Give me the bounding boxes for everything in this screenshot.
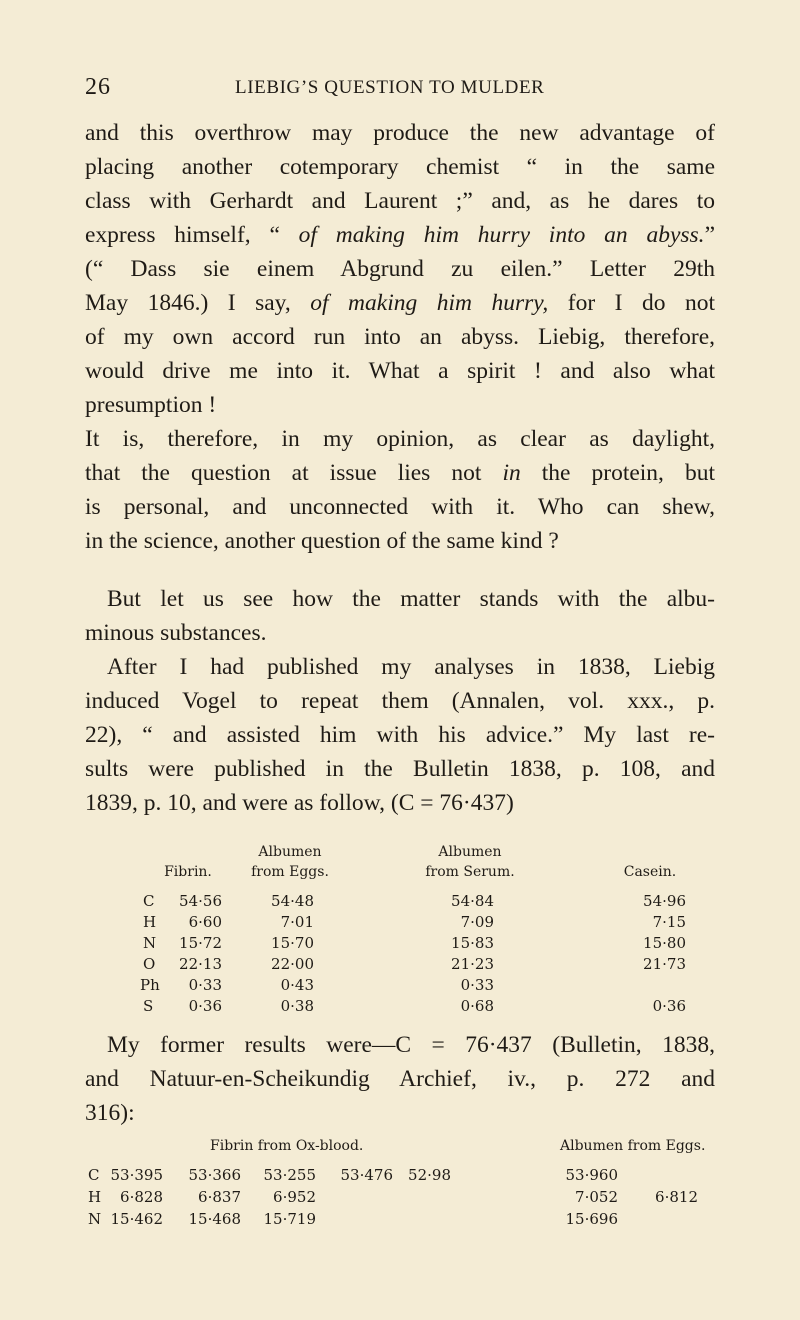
table-cell: 0·36 [188,997,222,1015]
col-header-fibrin: Fibrin. [164,864,212,880]
table-cell: 22·00 [271,955,314,973]
page-header [85,74,715,104]
text-line: placing another cotemporary chemist “ in the same [85,154,715,180]
text-line: class with Gerhardt and Laurent ;” and, as he dares to [85,188,715,214]
text-line: 316): [85,1100,135,1126]
col-header-albumen-eggs: Albumen from Eggs. [560,1138,706,1154]
text-span: the protein, but [520,460,715,486]
table-cell: 0·36 [652,997,686,1015]
table-cell: 54·56 [179,892,222,910]
col-header-fibrin-ox-blood: Fibrin from Ox-blood. [210,1138,364,1154]
text-line: It is, therefore, in my opinion, as clear as daylight, [85,426,715,452]
table-cell: 7·052 [575,1188,618,1206]
page-number: 26 [85,74,111,100]
text-span: that the question at issue lies not [85,460,503,486]
element-label: Ph [140,976,160,994]
text-line: (“ Dass sie einem Abgrund zu eilen.” Letter 29th [85,256,715,282]
table-cell: 53·255 [263,1166,316,1184]
table-cell: 6·812 [655,1188,698,1206]
table-cell: 15·80 [643,934,686,952]
table-cell: 15·462 [110,1210,163,1228]
element-label: C [143,892,155,910]
table-cell: 21·23 [451,955,494,973]
element-label: N [88,1210,102,1228]
table-cell: 53·476 [340,1166,393,1184]
text-span: express himself, “ [85,222,299,248]
col-header-albumen-eggs: Albumen [258,844,322,860]
table-cell: 15·83 [451,934,494,952]
table-cell: 54·48 [271,892,314,910]
italic-phrase: of making him hurry, [310,290,549,316]
italic-word: in [502,460,521,486]
table-cell: 54·96 [643,892,686,910]
table-cell: 15·72 [179,934,222,952]
table-cell: 7·09 [460,913,494,931]
running-title: LIEBIG’S QUESTION TO MULDER [235,77,545,98]
table-cell: 15·719 [263,1210,316,1228]
element-label: H [88,1188,102,1206]
table-cell: 22·13 [179,955,222,973]
table-cell: 6·837 [198,1188,241,1206]
text-line: of my own accord run into an abyss. Liebig, therefore, [85,324,715,350]
text-line: 1839, p. 10, and were as follow, (C = 76·437) [85,790,514,816]
table-cell: 54·84 [451,892,494,910]
italic-quote: of making him hurry into an abyss. [298,222,705,248]
table-cell: 53·366 [188,1166,241,1184]
text-span: May 1846.) I say, [85,290,311,316]
table-cell: 0·33 [460,976,494,994]
table-cell: 15·696 [565,1210,618,1228]
text-line: induced Vogel to repeat them (Annalen, vol. xxx., p. [85,688,715,714]
text-line: presumption ! [85,392,217,418]
text-line [85,286,715,320]
table-cell: 0·68 [460,997,494,1015]
element-label: H [143,913,157,931]
text-line: minous substances. [85,620,267,646]
element-label: C [88,1166,100,1184]
table-cell: 15·70 [271,934,314,952]
element-label: S [143,997,154,1015]
text-line: 22), “ and assisted him with his advice.” My last re- [85,722,715,748]
text-line: in the science, another question of the same kind ? [85,528,559,554]
table-cell: 0·33 [188,976,222,994]
table-cell: 7·15 [652,913,686,931]
table-cell: 6·60 [188,913,222,931]
table-cell: 6·828 [120,1188,163,1206]
text-span: for I do not [548,290,715,316]
text-line [85,456,715,490]
table-cell: 0·38 [280,997,314,1015]
col-header-albumen-serum-sub: from Serum. [425,864,515,880]
table-cell: 0·43 [280,976,314,994]
text-line: After I had published my analyses in 1838, Liebig [107,654,715,680]
col-header-albumen-serum: Albumen [438,844,502,860]
text-line: sults were published in the Bulletin 1838, p. 108, and [85,756,715,782]
table-cell: 15·468 [188,1210,241,1228]
element-label: N [143,934,157,952]
text-line [85,218,715,252]
table-cell: 21·73 [643,955,686,973]
text-line: and Natuur-en-Scheikundig Archief, iv., p. 272 and [85,1066,715,1092]
text-line: would drive me into it. What a spirit ! and also what [85,358,715,384]
element-label: O [143,955,156,973]
table-cell: 53·960 [565,1166,618,1184]
table-cell: 52·98 [408,1166,451,1184]
text-span: ” [704,222,715,248]
text-line: is personal, and unconnected with it. Who can shew, [85,494,715,520]
table-cell: 7·01 [280,913,314,931]
col-header-casein: Casein. [623,864,677,880]
text-line: My former results were—C = 76·437 (Bulletin, 1838, [107,1032,715,1058]
col-header-albumen-eggs-sub: from Eggs. [251,864,329,880]
table-cell: 6·952 [273,1188,316,1206]
table-cell: 53·395 [110,1166,163,1184]
text-line: and this overthrow may produce the new advantage of [85,120,715,146]
text-line: But let us see how the matter stands with the albu- [107,586,715,612]
